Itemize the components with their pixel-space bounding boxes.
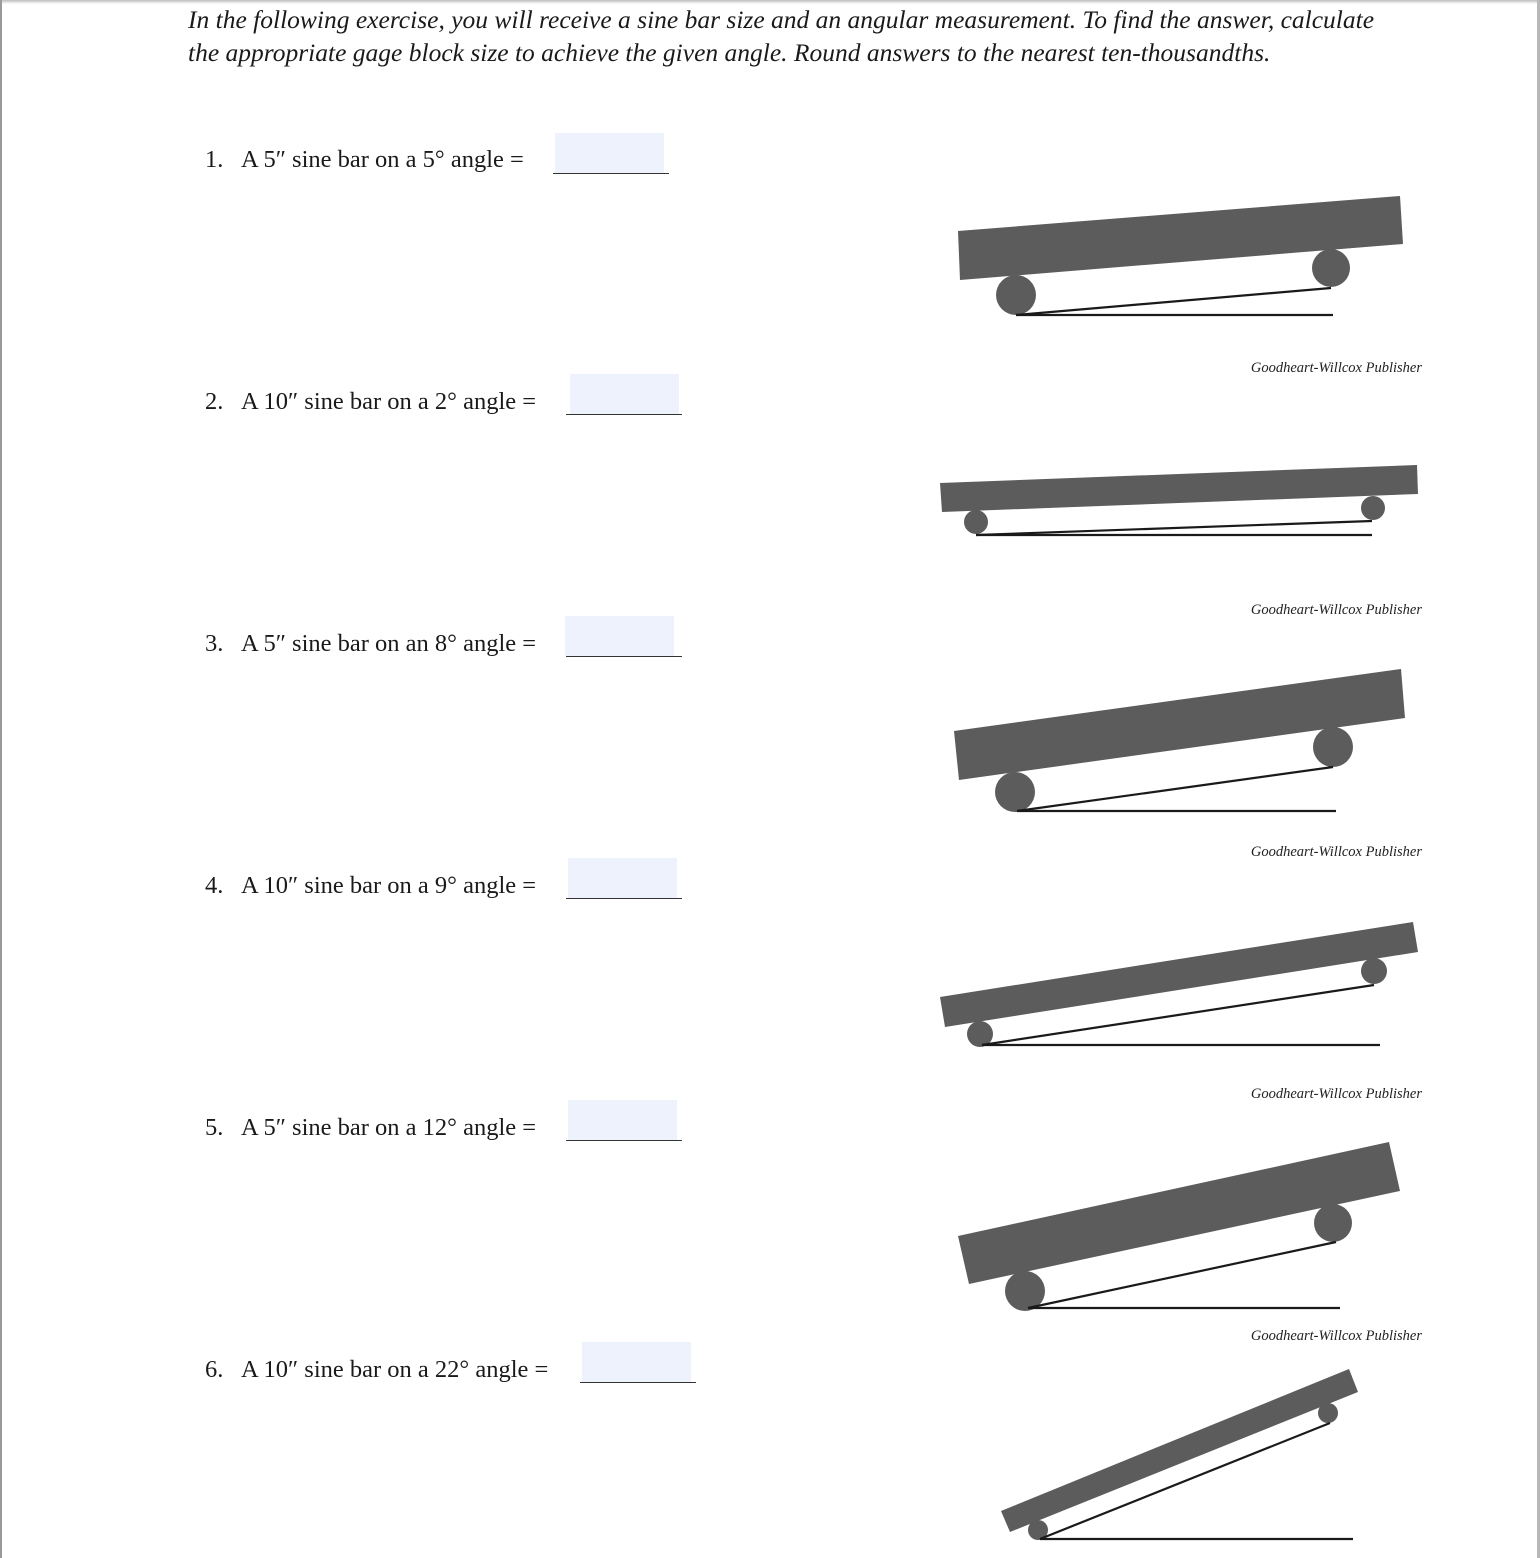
figure-credit: Goodheart-Willcox Publisher — [1250, 1086, 1422, 1102]
hypotenuse-line — [1016, 288, 1331, 315]
sine-bar — [1001, 1369, 1358, 1532]
sine-bar-figure-5 — [958, 1142, 1400, 1311]
question-text: A 5″ sine bar on an 8° angle = — [241, 630, 537, 657]
sine-bar-roll — [1314, 1204, 1352, 1242]
sine-bar-figure-1 — [958, 196, 1403, 315]
sine-bar-roll — [1312, 249, 1350, 287]
sine-bar-figure-2 — [940, 465, 1418, 535]
sine-bar-roll — [1313, 727, 1353, 767]
question-number: 5. — [205, 1114, 224, 1141]
sine-bar-figure-6 — [1001, 1369, 1358, 1540]
question-text: A 10″ sine bar on a 2° angle = — [241, 388, 537, 415]
question-number: 4. — [205, 872, 224, 899]
sine-bar-figure-3 — [954, 669, 1405, 812]
question-text: A 5″ sine bar on a 12° angle = — [241, 1114, 537, 1141]
sine-bar-roll — [1361, 958, 1387, 984]
sine-bar-roll — [996, 275, 1036, 315]
sine-bar-roll — [1361, 496, 1385, 520]
question-text: A 10″ sine bar on a 22° angle = — [241, 1356, 549, 1383]
figure-credit: Goodheart-Willcox Publisher — [1250, 602, 1422, 618]
sine-bar — [940, 922, 1418, 1027]
figure-credit: Goodheart-Willcox Publisher — [1250, 360, 1422, 376]
hypotenuse-line — [1017, 767, 1333, 811]
question-number: 1. — [205, 146, 224, 173]
sine-bar-figure-4 — [940, 922, 1418, 1047]
sine-bar-roll — [995, 772, 1035, 812]
question-number: 2. — [205, 388, 224, 415]
hypotenuse-line — [976, 521, 1372, 535]
sine-bar-roll — [964, 510, 988, 534]
sine-bar-roll — [1318, 1403, 1338, 1423]
figure-credit: Goodheart-Willcox Publisher — [1250, 1328, 1422, 1344]
question-number: 6. — [205, 1356, 224, 1383]
question-text: A 10″ sine bar on a 9° angle = — [241, 872, 537, 899]
sine-bar — [940, 465, 1418, 512]
question-text: A 5″ sine bar on a 5° angle = — [241, 146, 524, 173]
question-number: 3. — [205, 630, 224, 657]
instructions-text: In the following exercise, you will receive a sine bar size and an angular measurement. To find the answer, calculate the appropriate gage block size to achieve the given angle. Round answers to the nearest ten-thousandths. — [188, 5, 1375, 67]
figure-credit: Goodheart-Willcox Publisher — [1250, 844, 1422, 860]
